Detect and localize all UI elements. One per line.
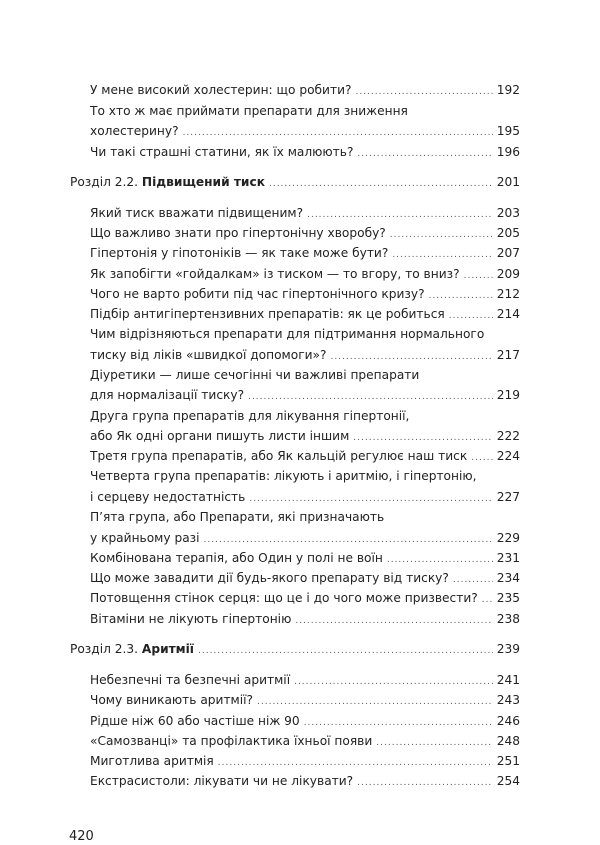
toc-entry-page: 235 [496, 591, 520, 605]
toc-leader-dots [390, 227, 493, 243]
toc-leader-dots [304, 715, 493, 731]
toc-entry-page: 227 [496, 490, 520, 504]
toc-entry [90, 530, 520, 548]
toc-leader-dots [183, 125, 493, 141]
toc-entry-title: холестерину? [90, 124, 179, 138]
toc-entry [90, 733, 520, 751]
toc-leader-dots [218, 755, 493, 771]
toc-entry [90, 286, 520, 304]
toc-entry-page: 196 [496, 145, 520, 159]
toc-entry-title: або Як одні органи пишуть листи іншим [90, 429, 350, 443]
toc-entry [90, 672, 520, 690]
toc-entry-page: 231 [496, 551, 520, 565]
toc-entry-title: Потовщення стінок серця: що це і до чого може призвести? [90, 591, 478, 605]
toc-leader-dots [482, 592, 493, 608]
toc-entry-page: 195 [496, 124, 520, 138]
toc-entry [90, 692, 520, 710]
toc-entry [90, 266, 520, 284]
toc-entry-page: 241 [496, 673, 520, 687]
toc-leader-dots [429, 288, 493, 304]
toc-entry-title-line1: Четверта група препаратів: лікують і аритмію, і гіпертонію, [90, 469, 477, 483]
toc-entry-page: 207 [496, 246, 520, 260]
toc-entry-title: Миготлива аритмія [90, 754, 214, 768]
section-prefix: Розділ 2.3. [70, 642, 142, 656]
section-prefix: Розділ 2.2. [70, 175, 142, 189]
toc-entry-page: 243 [496, 693, 520, 707]
toc-entry-title: у крайньому разі [90, 531, 200, 545]
toc-leader-dots [453, 572, 493, 588]
toc-section-heading [70, 641, 520, 659]
toc-entry [90, 225, 520, 243]
toc-leader-dots [464, 268, 493, 284]
toc-entry-page: 205 [496, 226, 520, 240]
toc-entry-page: 254 [496, 774, 520, 788]
toc-entry-title: Гіпертонія у гіпотоніків — як таке може бути? [90, 246, 389, 260]
toc-leader-dots [330, 349, 492, 365]
toc-entry-title: для нормалізації тиску? [90, 388, 245, 402]
toc-leader-dots [387, 552, 493, 568]
toc-entry-title: Небезпечні та безпечні аритмії [90, 673, 291, 687]
toc-leader-dots [269, 176, 493, 192]
toc-entry-page: 238 [496, 612, 520, 626]
toc-leader-dots [248, 389, 493, 405]
toc-entry [90, 489, 520, 507]
toc-entry [90, 347, 520, 365]
toc-entry-title: Що важливо знати про гіпертонічну хворобу? [90, 226, 386, 240]
toc-entry [90, 590, 520, 608]
toc-entry-title: Чого не варто робити під час гіпертонічного кризу? [90, 287, 425, 301]
toc-entry-title: Рідше ніж 60 або частіше ніж 90 [90, 714, 300, 728]
toc-entry-page: 224 [496, 449, 520, 463]
toc-entry-page: 251 [496, 754, 520, 768]
section-name: Аритмії [141, 642, 194, 656]
toc-entry-page: 214 [496, 307, 520, 321]
toc-entry-page: 219 [496, 388, 520, 402]
toc-leader-dots [392, 247, 492, 263]
toc-entry-title-line1: Друга група препаратів для лікування гіпертонії, [90, 409, 410, 423]
toc-entry-title: «Самозванці» та профілактика їхньої появи [90, 734, 373, 748]
toc-section-page: 239 [496, 642, 520, 656]
toc-entry-title: і серцеву недостатність [90, 490, 246, 504]
toc-entry-page: 248 [496, 734, 520, 748]
toc-entry-title: Екстрасистоли: лікувати чи не лікувати? [90, 774, 354, 788]
toc-leader-dots [295, 613, 492, 629]
toc-entry-title: Що може завадити дії будь-якого препарату від тиску? [90, 571, 449, 585]
toc-entry-title-line1: Чим відрізняються препарати для підтримання нормального [90, 327, 485, 341]
toc-entry-page: 229 [496, 531, 520, 545]
toc-leader-dots [357, 775, 493, 791]
toc-section-page: 201 [496, 175, 520, 189]
toc-entry-page: 234 [496, 571, 520, 585]
toc-entry-title: Комбінована терапія, або Один у полі не воїн [90, 551, 383, 565]
toc-entry-title: тиску від ліків «швидкої допомоги»? [90, 348, 327, 362]
toc-entry [90, 550, 520, 568]
toc-entry [90, 611, 520, 629]
toc-entry-title-line1: П’ята група, або Препарати, які призначають [90, 510, 385, 524]
toc-entry-title: Підбір антигіпертензивних препаратів: як це робиться [90, 307, 445, 321]
toc-entry [90, 144, 520, 162]
toc-entry-title: Третя група препаратів, або Як кальцій регулює наш тиск [90, 449, 468, 463]
toc-leader-dots [353, 430, 492, 446]
toc-entry [90, 713, 520, 731]
toc-entry-title: Який тиск вважати підвищеним? [90, 206, 304, 220]
toc-entry [90, 448, 520, 466]
toc-entry [90, 205, 520, 223]
toc-entry-page: 246 [496, 714, 520, 728]
toc-section-heading [70, 174, 520, 192]
toc-entry-page: 209 [496, 267, 520, 281]
toc-entry-title-line1: Діуретики — лише сечогінні чи важливі препарати [90, 368, 420, 382]
toc-leader-dots [307, 207, 493, 223]
toc-entry [90, 753, 520, 771]
toc-leader-dots [249, 491, 492, 507]
toc-entry [90, 245, 520, 263]
toc-entry-page: 192 [496, 83, 520, 97]
toc-leader-dots [376, 735, 492, 751]
toc-leader-dots [355, 84, 492, 100]
toc-leader-dots [449, 308, 493, 324]
toc-entry-title: Як запобігти «гойдалкам» із тиском — то вгору, то вниз? [90, 267, 460, 281]
toc-leader-dots [257, 694, 493, 710]
toc-entry [90, 428, 520, 446]
toc-entry-page: 212 [496, 287, 520, 301]
toc-entry-title-line1: То хто ж має приймати препарати для зниження [90, 104, 408, 118]
section-name: Підвищений тиск [141, 175, 265, 189]
toc-section-title [70, 641, 194, 657]
toc-entry [90, 387, 520, 405]
toc-entry-title: У мене високий холестерин: що робити? [90, 83, 352, 97]
toc-leader-dots [198, 643, 493, 659]
toc-leader-dots [471, 450, 493, 466]
toc-entry-page: 203 [496, 206, 520, 220]
toc-entry [90, 773, 520, 791]
toc-section-title [70, 174, 265, 190]
toc-entry [90, 306, 520, 324]
page-number: 420 [69, 829, 94, 844]
toc-leader-dots [204, 532, 493, 548]
toc-entry-title: Вітаміни не лікують гіпертонію [90, 612, 292, 626]
toc-entry-page: 222 [496, 429, 520, 443]
toc-entry [90, 570, 520, 588]
toc-entry-title: Чи такі страшні статини, як їх малюють? [90, 145, 354, 159]
toc-leader-dots [357, 146, 492, 162]
toc-entry-title: Чому виникають аритмії? [90, 693, 253, 707]
toc-entry [90, 82, 520, 100]
toc-leader-dots [294, 674, 493, 690]
toc-entry-page: 217 [496, 348, 520, 362]
toc-entry [90, 123, 520, 141]
